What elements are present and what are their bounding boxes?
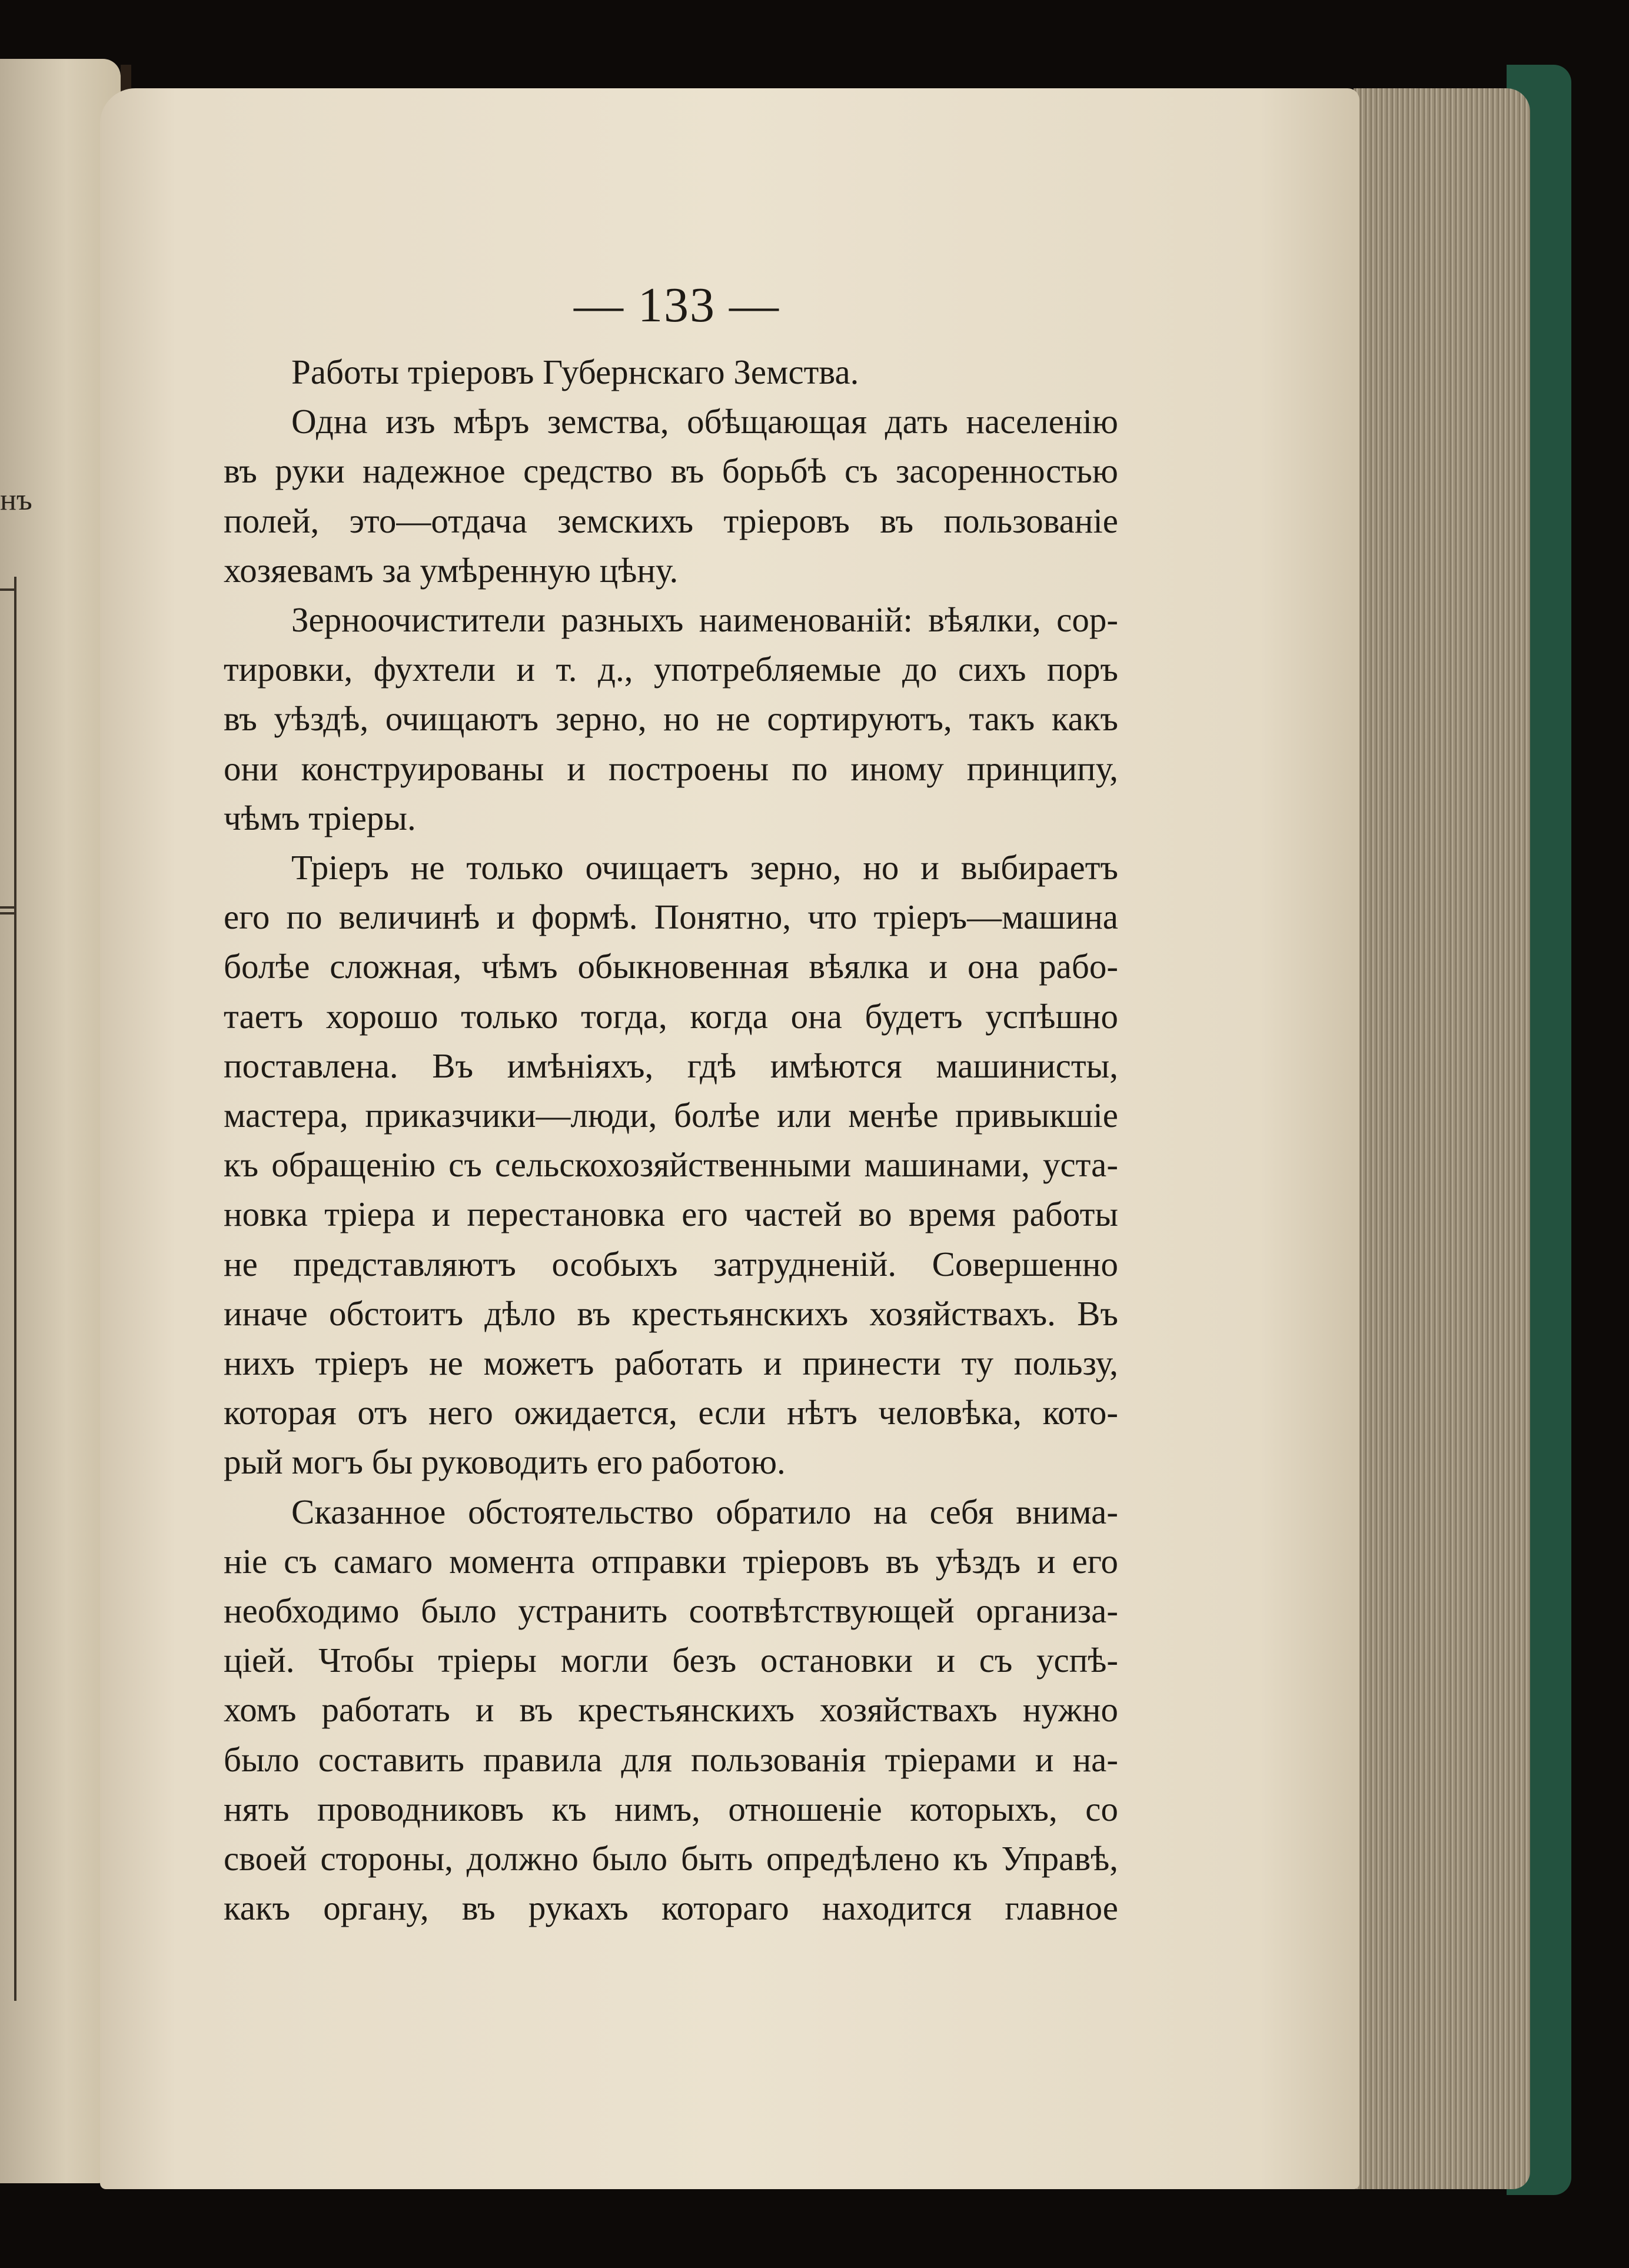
page-edges (1354, 88, 1530, 2189)
text-line: тировки, фухтели и т. д., употребляемые до сихъ поръ (224, 650, 1118, 689)
text-line: ніе съ самаго момента отправки тріеровъ въ уѣздъ и его (224, 1541, 1118, 1581)
text-line: его по величинѣ и формѣ. Понятно, что тріеръ—машина (224, 897, 1118, 937)
text-line: рый могъ бы руководить его работою. (224, 1442, 786, 1482)
text-line: ціей. Чтобы тріеры могли безъ остановки и съ успѣ- (224, 1641, 1118, 1680)
left-page-rule (0, 577, 16, 2001)
text-line: въ уѣздѣ, очищаютъ зерно, но не сортируютъ, такъ какъ (224, 699, 1118, 739)
text-line: своей стороны, должно было быть опредѣлено къ Управѣ, (224, 1839, 1118, 1878)
text-line: мастера, приказчики—люди, болѣе или менѣе привыкшіе (224, 1096, 1118, 1135)
page-text (224, 347, 1118, 1933)
section-heading: Работы тріеровъ Губернскаго Земства. (291, 352, 859, 391)
text-line: которая отъ него ожидается, если нѣтъ человѣка, кото- (224, 1393, 1118, 1432)
text-line: нихъ тріеръ не можетъ работать и принести ту пользу, (224, 1343, 1118, 1383)
paragraphs (224, 397, 1118, 1933)
left-page-rule-middle-double (0, 912, 14, 914)
left-page-fragment: нъ (0, 483, 32, 517)
text-line: иначе обстоитъ дѣло въ крестьянскихъ хозяйствахъ. Въ (224, 1293, 1118, 1333)
text-line: было составить правила для пользованія тріерами и на- (224, 1740, 1118, 1779)
text-line: Тріеръ не только очищаетъ зерно, но и выбираетъ (291, 848, 1118, 887)
text-line: Зерноочистители разныхъ наименованій: вѣялки, сор- (291, 600, 1118, 640)
text-line: болѣе сложная, чѣмъ обыкновенная вѣялка и она рабо- (224, 947, 1118, 986)
text-line: не представляютъ особыхъ затрудненій. Совершенно (224, 1244, 1118, 1283)
text-line: полей, это—отдача земскихъ тріеровъ въ пользованіе (224, 501, 1118, 540)
text-line: чѣмъ тріеры. (224, 798, 416, 837)
text-line: въ руки надежное средство въ борьбѣ съ засоренностью (224, 451, 1118, 491)
text-line: нять проводниковъ къ нимъ, отношеніе которыхъ, со (224, 1789, 1118, 1828)
left-page-rule-top (0, 588, 14, 591)
text-line: Одна изъ мѣръ земства, обѣщающая дать населенію (291, 402, 1118, 441)
text-line: хозяевамъ за умѣренную цѣну. (224, 550, 679, 590)
text-line: хомъ работать и въ крестьянскихъ хозяйствахъ нужно (224, 1690, 1118, 1730)
text-line: необходимо было устранить соотвѣтствующей организа- (224, 1591, 1118, 1631)
text-line: поставлена. Въ имѣніяхъ, гдѣ имѣются машинисты, (224, 1046, 1118, 1085)
text-line: таетъ хорошо только тогда, когда она будетъ успѣшно (224, 996, 1118, 1036)
text-line: какъ органу, въ рукахъ котораго находится главное (224, 1888, 1118, 1928)
text-line: Сказанное обстоятельство обратило на себя внима- (291, 1492, 1118, 1531)
page-number: — 133 — (574, 278, 780, 332)
left-page-rule-middle (0, 906, 14, 909)
text-line: новка тріера и перестановка его частей во время работы (224, 1195, 1118, 1234)
text-line: къ обращенію съ сельскохозяйственными машинами, уста- (224, 1145, 1118, 1185)
text-line: они конструированы и построены по иному принципу, (224, 749, 1118, 788)
